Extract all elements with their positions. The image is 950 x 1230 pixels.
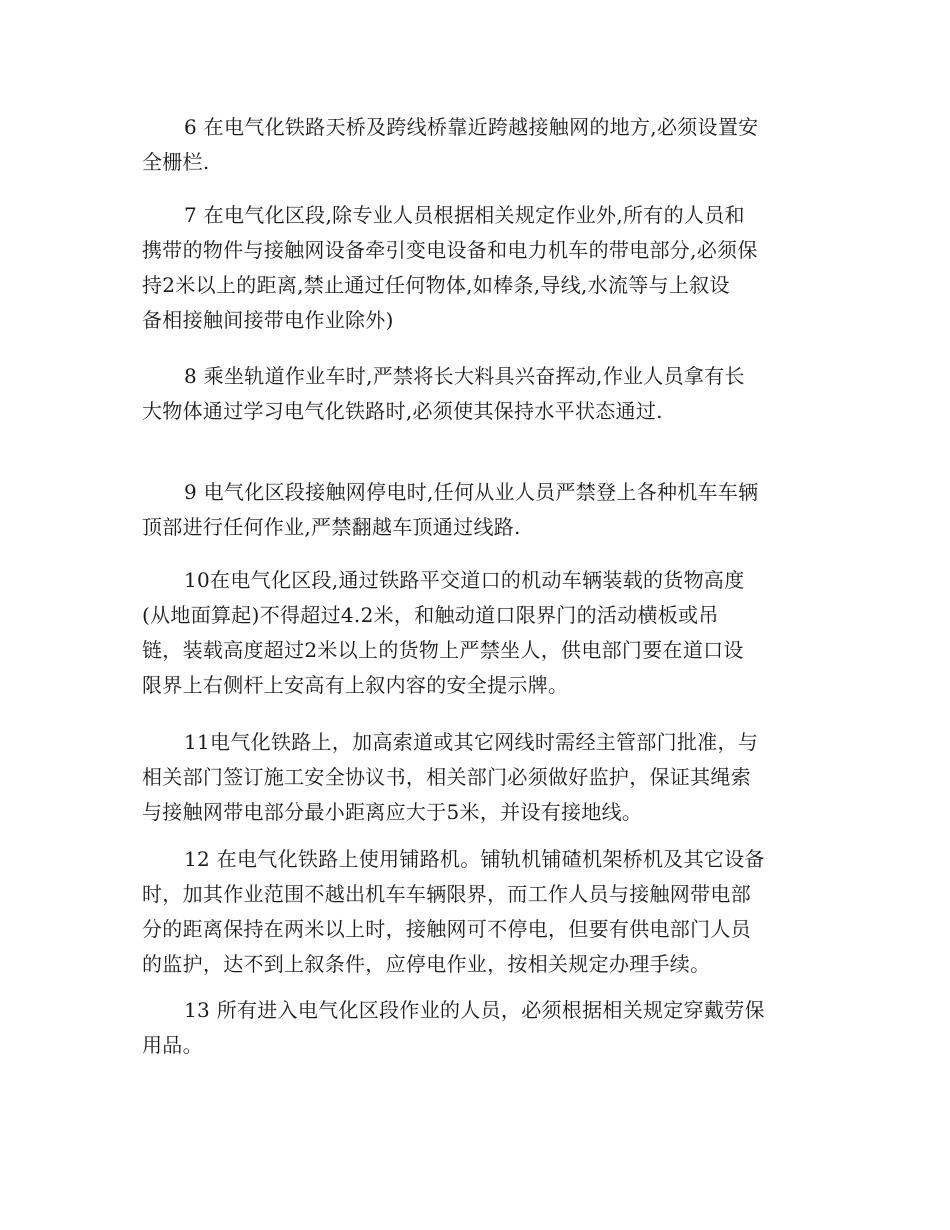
paragraph-item-13: [142, 993, 810, 1063]
paragraph-line: 10在电气化区段,通过铁路平交道口的机动车辆装载的货物高度: [184, 568, 745, 592]
paragraph-line: 7 在电气化区段,除专业人员根据相关规定作业外,所有的人员和: [184, 203, 745, 227]
paragraph-line: 9 电气化区段接触网停电时,任何从业人员严禁登上各种机车车辆: [184, 480, 759, 504]
paragraph-line: 8 乘坐轨道作业车时,严禁将长大料具兴奋挥动,作业人员拿有长: [184, 364, 745, 388]
paragraph-item-9: [142, 475, 810, 545]
paragraph-line: (从地面算起)不得超过4.2米，和触动道口限界门的活动横板或吊: [142, 603, 719, 627]
paragraph-line: 用品。: [142, 1033, 203, 1057]
paragraph-line: 链，装载高度超过2米以上的货物上严禁坐人，供电部门要在道口设: [142, 638, 744, 662]
paragraph-line: 12 在电气化铁路上使用铺路机。铺轨机铺碴机架桥机及其它设备: [184, 847, 765, 871]
paragraph-line: 大物体通过学习电气化铁路时,必须使其保持水平状态通过.: [142, 399, 663, 423]
paragraph-line: 顶部进行任何作业,严禁翻越车顶通过线路.: [142, 515, 521, 539]
paragraph-line: 备相接触间接带电作业除外): [142, 308, 394, 332]
paragraph-line: 携带的物件与接触网设备牵引变电设备和电力机车的带电部分,必须保: [142, 238, 758, 262]
paragraph-item-8: [142, 359, 810, 429]
paragraph-line: 限界上右侧杆上安高有上叙内容的安全提示牌。: [142, 673, 569, 697]
paragraph-item-6: [142, 110, 810, 180]
paragraph-item-12: [142, 842, 810, 982]
paragraph-line: 13 所有进入电气化区段作业的人员，必须根据相关规定穿戴劳保: [184, 998, 765, 1022]
paragraph-line: 6 在电气化铁路天桥及跨线桥靠近跨越接触网的地方,必须设置安: [184, 115, 759, 139]
paragraph-line: 持2米以上的距离,禁止通过任何物体,如棒条,导线,水流等与上叙设: [142, 273, 730, 297]
paragraph-item-7: [142, 198, 810, 338]
paragraph-line: 分的距离保持在两米以上时，接触网可不停电，但要有供电部门人员: [142, 917, 751, 941]
paragraph-item-10: [142, 563, 810, 703]
paragraph-item-11: [142, 725, 810, 830]
paragraph-line: 相关部门签订施工安全协议书，相关部门必须做好监护，保证其绳索: [142, 765, 751, 789]
paragraph-line: 11电气化铁路上，加高索道或其它网线时需经主管部门批准，与: [184, 730, 759, 754]
paragraph-line: 全栅栏.: [142, 150, 210, 174]
paragraph-line: 与接触网带电部分最小距离应大于5米，并设有接地线。: [142, 800, 643, 824]
paragraph-line: 时，加其作业范围不越出机车车辆限界，而工作人员与接触网带电部: [142, 882, 751, 906]
paragraph-line: 的监护，达不到上叙条件，应停电作业，按相关规定办理手续。: [142, 952, 711, 976]
